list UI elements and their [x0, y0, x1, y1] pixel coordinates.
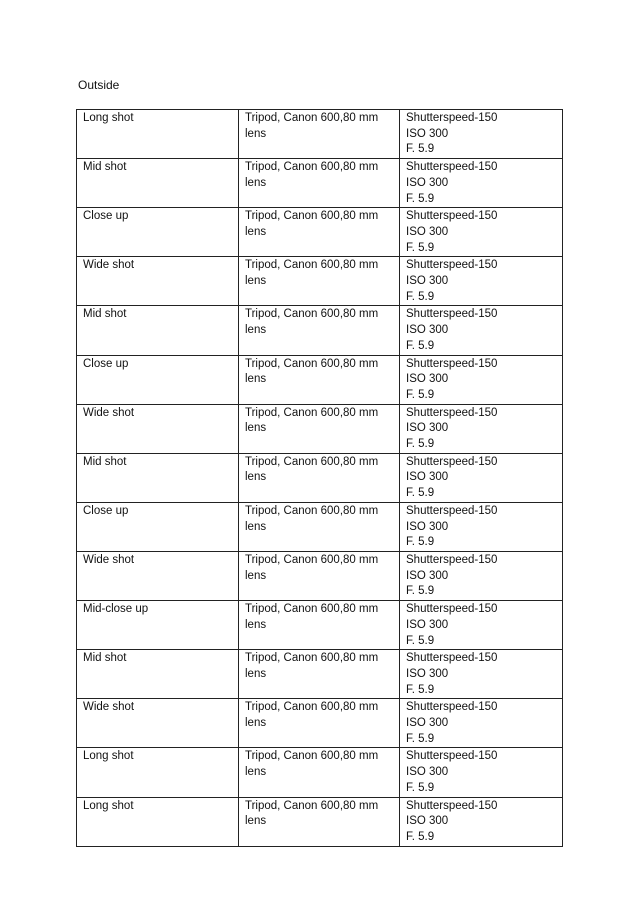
- shot-type-cell: [77, 404, 239, 453]
- aperture-value: F. 5.9: [406, 290, 435, 303]
- equipment-line: lens: [245, 766, 267, 779]
- shutter-speed: Shutterspeed-150: [406, 357, 498, 370]
- equipment-cell: [239, 551, 400, 600]
- equipment-line: Tripod, Canon 600,80 mm: [245, 652, 379, 665]
- equipment-line: Tripod, Canon 600,80 mm: [245, 603, 379, 616]
- shot-type: Mid shot: [83, 308, 127, 321]
- table-row: [77, 601, 563, 650]
- equipment-line: Tripod, Canon 600,80 mm: [245, 799, 379, 812]
- camera-settings-cell: [400, 306, 563, 355]
- shot-type-cell: [77, 257, 239, 306]
- shot-type-cell: [77, 355, 239, 404]
- iso-value: ISO 300: [406, 225, 449, 238]
- shot-type-cell: [77, 699, 239, 748]
- table-row: [77, 355, 563, 404]
- aperture-value: F. 5.9: [406, 388, 435, 401]
- camera-settings-cell: [400, 797, 563, 846]
- equipment-line: lens: [245, 373, 267, 386]
- iso-value: ISO 300: [406, 127, 449, 140]
- shutter-speed: Shutterspeed-150: [406, 504, 498, 517]
- aperture-value: F. 5.9: [406, 438, 435, 451]
- shot-type: Long shot: [83, 750, 134, 763]
- iso-value: ISO 300: [406, 815, 449, 828]
- equipment-line: lens: [245, 127, 267, 140]
- camera-settings-cell: [400, 551, 563, 600]
- equipment-cell: [239, 797, 400, 846]
- equipment-cell: [239, 355, 400, 404]
- aperture-value: F. 5.9: [406, 339, 435, 352]
- table-row: [77, 404, 563, 453]
- equipment-cell: [239, 699, 400, 748]
- shutter-speed: Shutterspeed-150: [406, 112, 498, 124]
- camera-settings-cell: [400, 257, 563, 306]
- equipment-line: lens: [245, 176, 267, 189]
- equipment-line: lens: [245, 324, 267, 337]
- iso-value: ISO 300: [406, 176, 449, 189]
- table-row: [77, 257, 563, 306]
- equipment-cell: [239, 748, 400, 797]
- equipment-line: lens: [245, 717, 267, 730]
- aperture-value: F. 5.9: [406, 683, 435, 696]
- table-row: [77, 748, 563, 797]
- camera-settings-cell: [400, 601, 563, 650]
- shutter-speed: Shutterspeed-150: [406, 210, 498, 223]
- shot-type-cell: [77, 748, 239, 797]
- camera-settings-cell: [400, 110, 563, 159]
- page-heading: Outside: [78, 78, 120, 92]
- equipment-cell: [239, 159, 400, 208]
- shutter-speed: Shutterspeed-150: [406, 161, 498, 174]
- shot-type-cell: [77, 208, 239, 257]
- iso-value: ISO 300: [406, 569, 449, 582]
- shutter-speed: Shutterspeed-150: [406, 259, 498, 272]
- shot-list-table: [76, 109, 563, 847]
- shutter-speed: Shutterspeed-150: [406, 750, 498, 763]
- iso-value: ISO 300: [406, 471, 449, 484]
- table-row: [77, 699, 563, 748]
- shot-type: Wide shot: [83, 553, 135, 566]
- table-row: [77, 110, 563, 159]
- shot-type: Wide shot: [83, 406, 135, 419]
- shot-type-cell: [77, 797, 239, 846]
- iso-value: ISO 300: [406, 520, 449, 533]
- camera-settings-cell: [400, 748, 563, 797]
- shot-type: Close up: [83, 357, 129, 370]
- equipment-line: Tripod, Canon 600,80 mm: [245, 504, 379, 517]
- shot-type: Wide shot: [83, 701, 135, 714]
- shutter-speed: Shutterspeed-150: [406, 455, 498, 468]
- equipment-cell: [239, 601, 400, 650]
- shot-type-cell: [77, 601, 239, 650]
- equipment-line: Tripod, Canon 600,80 mm: [245, 553, 379, 566]
- equipment-line: Tripod, Canon 600,80 mm: [245, 112, 379, 124]
- shot-type-cell: [77, 306, 239, 355]
- iso-value: ISO 300: [406, 422, 449, 435]
- equipment-line: lens: [245, 471, 267, 484]
- equipment-line: lens: [245, 422, 267, 435]
- table-row: [77, 650, 563, 699]
- aperture-value: F. 5.9: [406, 241, 435, 254]
- equipment-line: lens: [245, 520, 267, 533]
- equipment-cell: [239, 650, 400, 699]
- shot-type: Mid shot: [83, 652, 127, 665]
- equipment-cell: [239, 404, 400, 453]
- table-row: [77, 306, 563, 355]
- iso-value: ISO 300: [406, 373, 449, 386]
- iso-value: ISO 300: [406, 667, 449, 680]
- shutter-speed: Shutterspeed-150: [406, 553, 498, 566]
- shot-type-cell: [77, 110, 239, 159]
- shutter-speed: Shutterspeed-150: [406, 652, 498, 665]
- camera-settings-cell: [400, 404, 563, 453]
- camera-settings-cell: [400, 650, 563, 699]
- iso-value: ISO 300: [406, 618, 449, 631]
- shot-list-body: [77, 110, 563, 847]
- shot-type-cell: [77, 159, 239, 208]
- aperture-value: F. 5.9: [406, 536, 435, 549]
- shot-type-cell: [77, 453, 239, 502]
- equipment-line: lens: [245, 618, 267, 631]
- camera-settings-cell: [400, 699, 563, 748]
- iso-value: ISO 300: [406, 275, 449, 288]
- aperture-value: F. 5.9: [406, 143, 435, 156]
- table-row: [77, 453, 563, 502]
- equipment-cell: [239, 453, 400, 502]
- aperture-value: F. 5.9: [406, 781, 435, 794]
- camera-settings-cell: [400, 355, 563, 404]
- shot-type: Long shot: [83, 799, 134, 812]
- iso-value: ISO 300: [406, 717, 449, 730]
- shot-type: Mid shot: [83, 161, 127, 174]
- equipment-line: Tripod, Canon 600,80 mm: [245, 701, 379, 714]
- equipment-line: lens: [245, 275, 267, 288]
- table-row: [77, 551, 563, 600]
- shot-type: Wide shot: [83, 259, 135, 272]
- table-row: [77, 502, 563, 551]
- aperture-value: F. 5.9: [406, 634, 435, 647]
- iso-value: ISO 300: [406, 324, 449, 337]
- equipment-line: Tripod, Canon 600,80 mm: [245, 259, 379, 272]
- aperture-value: F. 5.9: [406, 830, 435, 843]
- shot-type: Close up: [83, 210, 129, 223]
- table-row: [77, 208, 563, 257]
- equipment-line: Tripod, Canon 600,80 mm: [245, 750, 379, 763]
- shot-type: Close up: [83, 504, 129, 517]
- shutter-speed: Shutterspeed-150: [406, 308, 498, 321]
- table-row: [77, 159, 563, 208]
- equipment-line: Tripod, Canon 600,80 mm: [245, 308, 379, 321]
- shutter-speed: Shutterspeed-150: [406, 799, 498, 812]
- aperture-value: F. 5.9: [406, 192, 435, 205]
- shot-type: Mid shot: [83, 455, 127, 468]
- equipment-line: lens: [245, 667, 267, 680]
- table-row: [77, 797, 563, 846]
- equipment-line: Tripod, Canon 600,80 mm: [245, 357, 379, 370]
- camera-settings-cell: [400, 502, 563, 551]
- aperture-value: F. 5.9: [406, 732, 435, 745]
- shot-type-cell: [77, 551, 239, 600]
- camera-settings-cell: [400, 453, 563, 502]
- equipment-line: lens: [245, 225, 267, 238]
- shutter-speed: Shutterspeed-150: [406, 406, 498, 419]
- equipment-cell: [239, 257, 400, 306]
- shot-type-cell: [77, 650, 239, 699]
- equipment-cell: [239, 502, 400, 551]
- equipment-line: lens: [245, 815, 267, 828]
- iso-value: ISO 300: [406, 766, 449, 779]
- shutter-speed: Shutterspeed-150: [406, 701, 498, 714]
- equipment-line: Tripod, Canon 600,80 mm: [245, 161, 379, 174]
- camera-settings-cell: [400, 208, 563, 257]
- equipment-cell: [239, 306, 400, 355]
- equipment-line: Tripod, Canon 600,80 mm: [245, 210, 379, 223]
- aperture-value: F. 5.9: [406, 487, 435, 500]
- equipment-line: Tripod, Canon 600,80 mm: [245, 406, 379, 419]
- shot-type-cell: [77, 502, 239, 551]
- equipment-cell: [239, 110, 400, 159]
- shutter-speed: Shutterspeed-150: [406, 603, 498, 616]
- shot-type: Long shot: [83, 112, 134, 124]
- equipment-cell: [239, 208, 400, 257]
- aperture-value: F. 5.9: [406, 585, 435, 598]
- camera-settings-cell: [400, 159, 563, 208]
- shot-type: Mid-close up: [83, 603, 149, 616]
- equipment-line: lens: [245, 569, 267, 582]
- equipment-line: Tripod, Canon 600,80 mm: [245, 455, 379, 468]
